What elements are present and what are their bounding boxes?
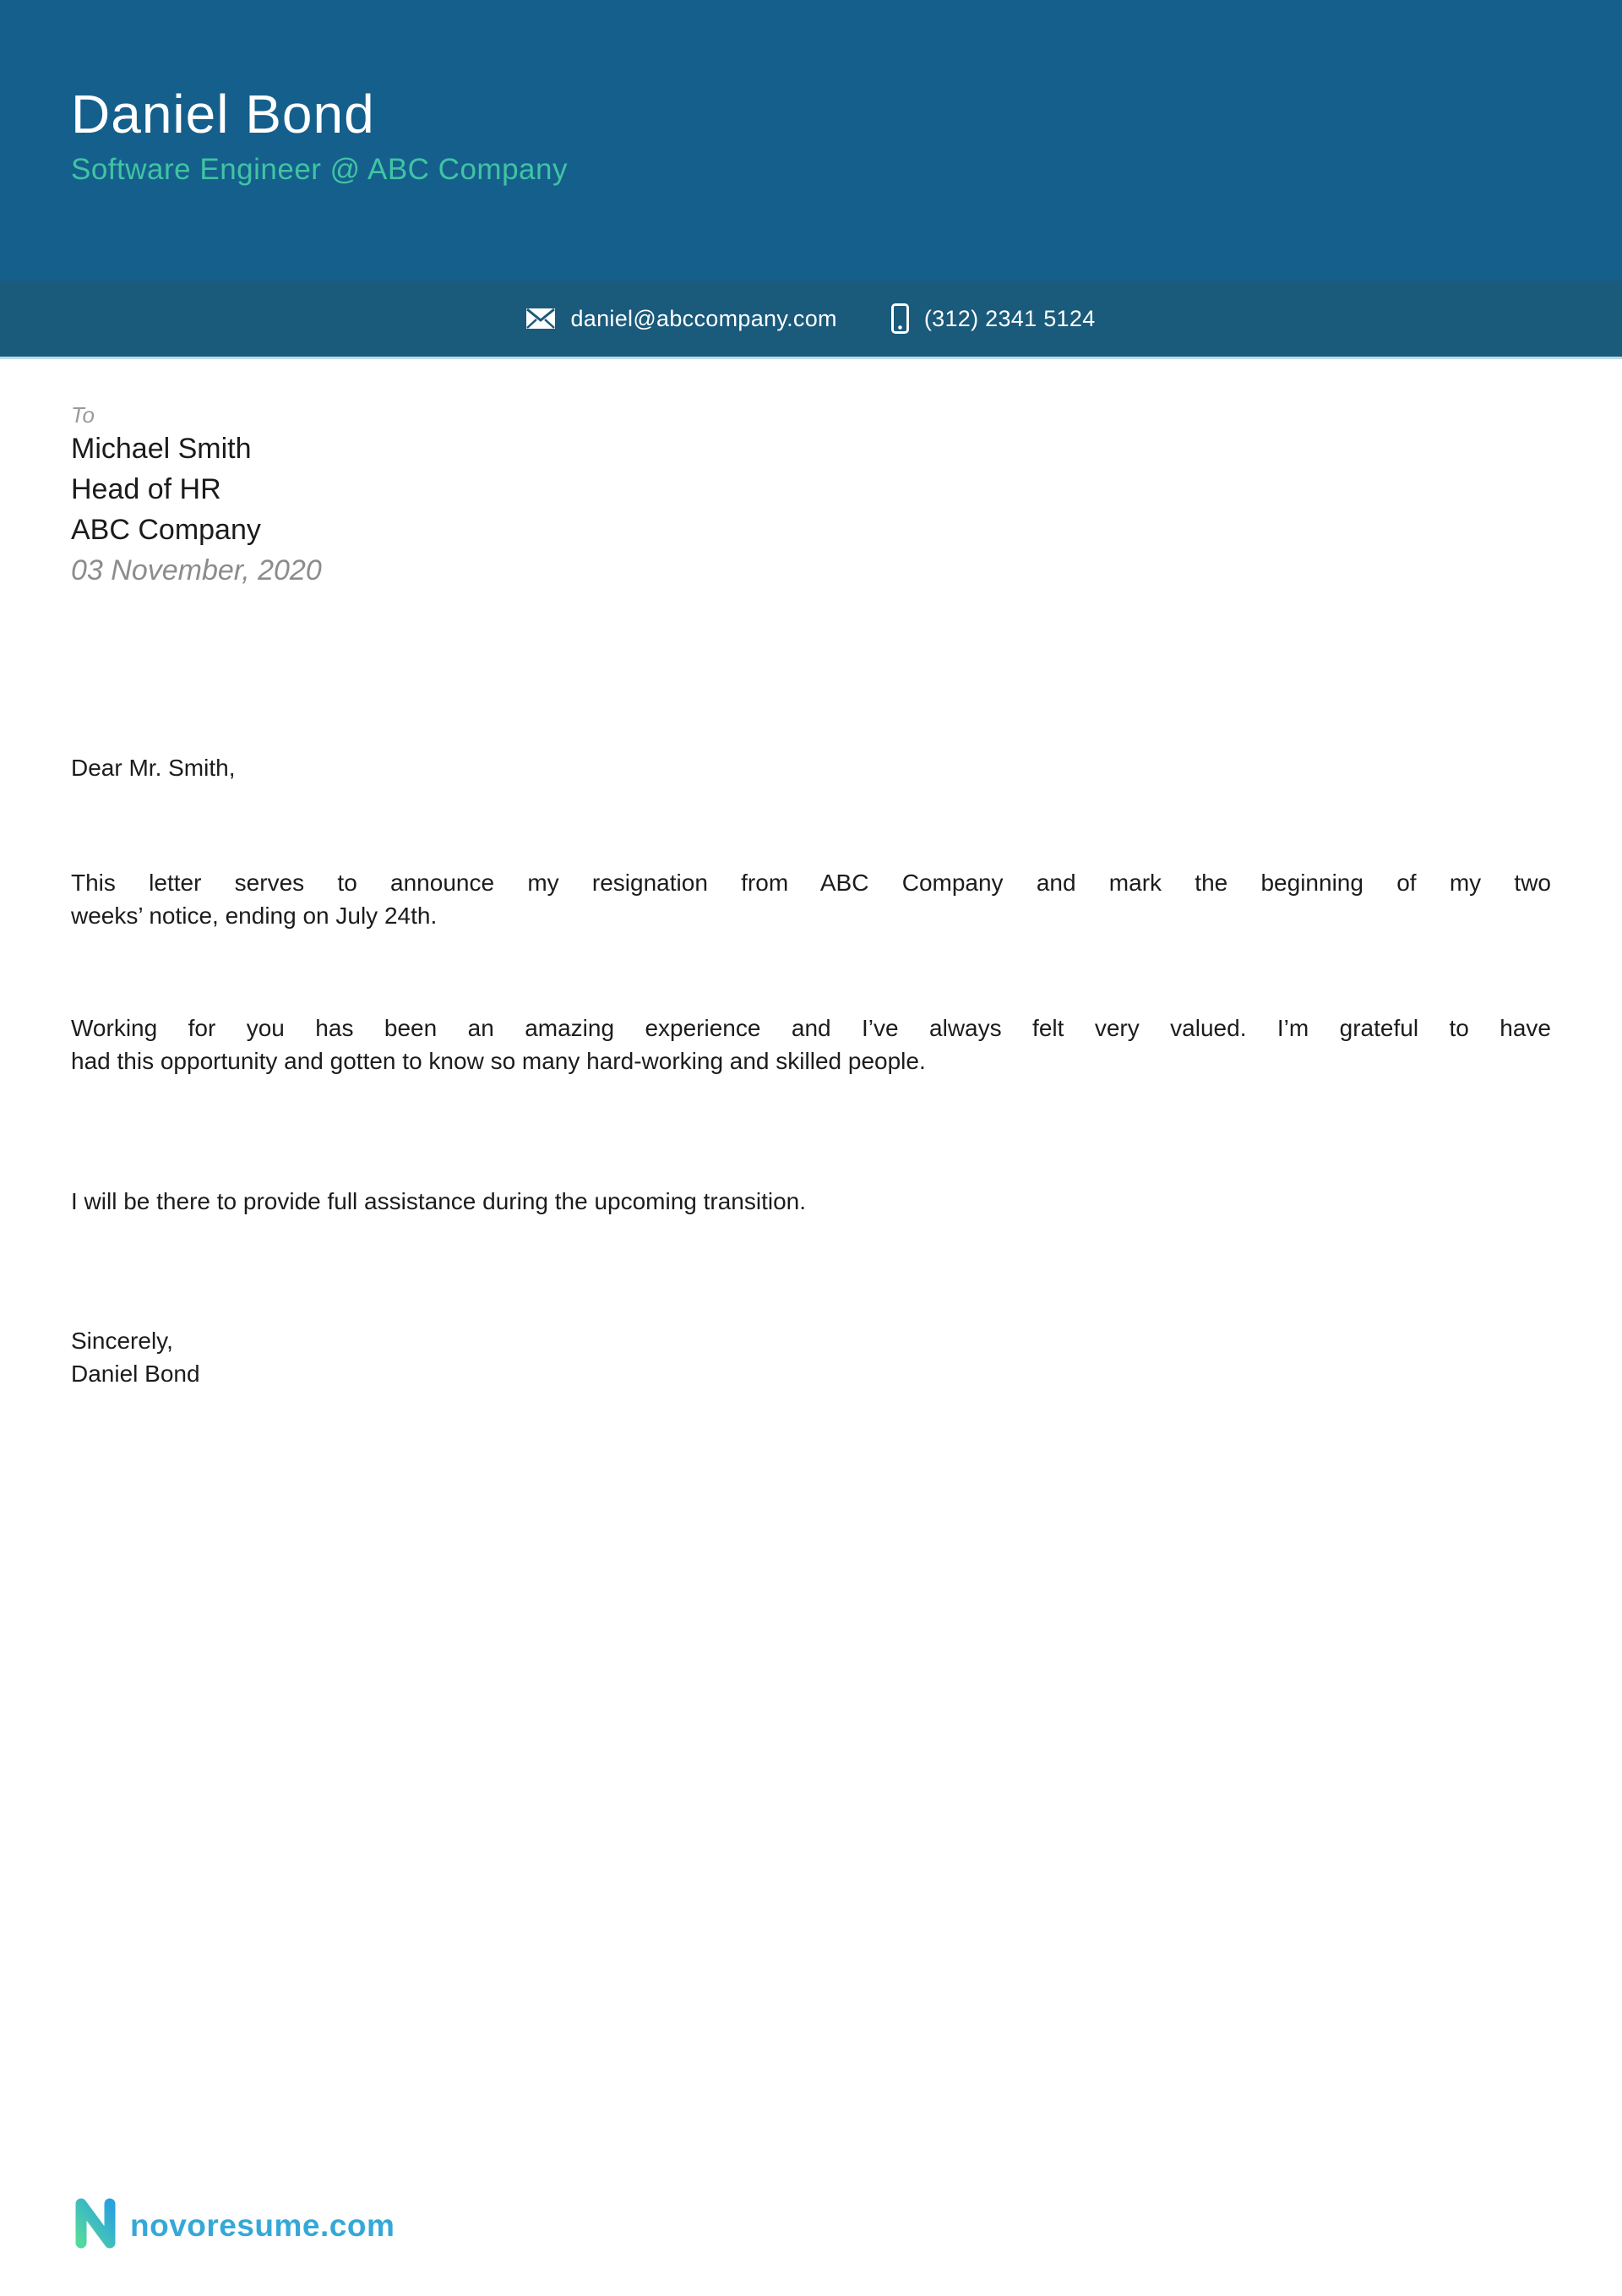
- letter-date: 03 November, 2020: [71, 554, 322, 586]
- brand-text[interactable]: novoresume.com: [130, 2207, 395, 2243]
- signature-block: [71, 1324, 1551, 1390]
- recipient-role: Head of HR: [71, 473, 221, 505]
- email-icon: [526, 308, 555, 329]
- letter-content: [0, 401, 1622, 1390]
- paragraph-resignation: [71, 866, 1551, 932]
- person-job-title: Software Engineer @ ABC Company: [71, 153, 568, 186]
- contact-email[interactable]: [526, 306, 836, 332]
- signature-name: Daniel Bond: [71, 1361, 200, 1387]
- recipient-company: ABC Company: [71, 514, 261, 546]
- to-label: To: [71, 402, 95, 428]
- paragraph-line: had this opportunity and gotten to know so many hard-working and skilled people.: [71, 1048, 926, 1074]
- header-band: [0, 0, 1622, 281]
- contact-phone[interactable]: [891, 303, 1096, 334]
- closing-text: Sincerely,: [71, 1328, 173, 1354]
- contact-email-text[interactable]: daniel@abccompany.com: [570, 305, 837, 331]
- phone-icon: [891, 303, 909, 334]
- footer-brand[interactable]: [71, 2197, 395, 2254]
- person-name: Daniel Bond: [71, 84, 375, 145]
- contact-bar: [0, 281, 1622, 359]
- paragraph-line: I will be there to provide full assistance during the upcoming transition.: [71, 1188, 807, 1214]
- paragraph-line: This letter serves to announce my resignation from ABC Company and mark the beginning of my two: [71, 870, 1551, 896]
- novoresume-logo-icon: [71, 2197, 120, 2254]
- paragraph-gratitude: [71, 1012, 1551, 1077]
- recipient-name: Michael Smith: [71, 433, 252, 465]
- salutation: Dear Mr. Smith,: [71, 755, 236, 781]
- paragraph-transition: [71, 1185, 1551, 1218]
- paragraph-line: Working for you has been an amazing experience and I’ve always felt very valued. I’m grateful to have: [71, 1015, 1551, 1041]
- paragraph-line: weeks’ notice, ending on July 24th.: [71, 903, 438, 929]
- contact-phone-text[interactable]: (312) 2341 5124: [923, 305, 1096, 331]
